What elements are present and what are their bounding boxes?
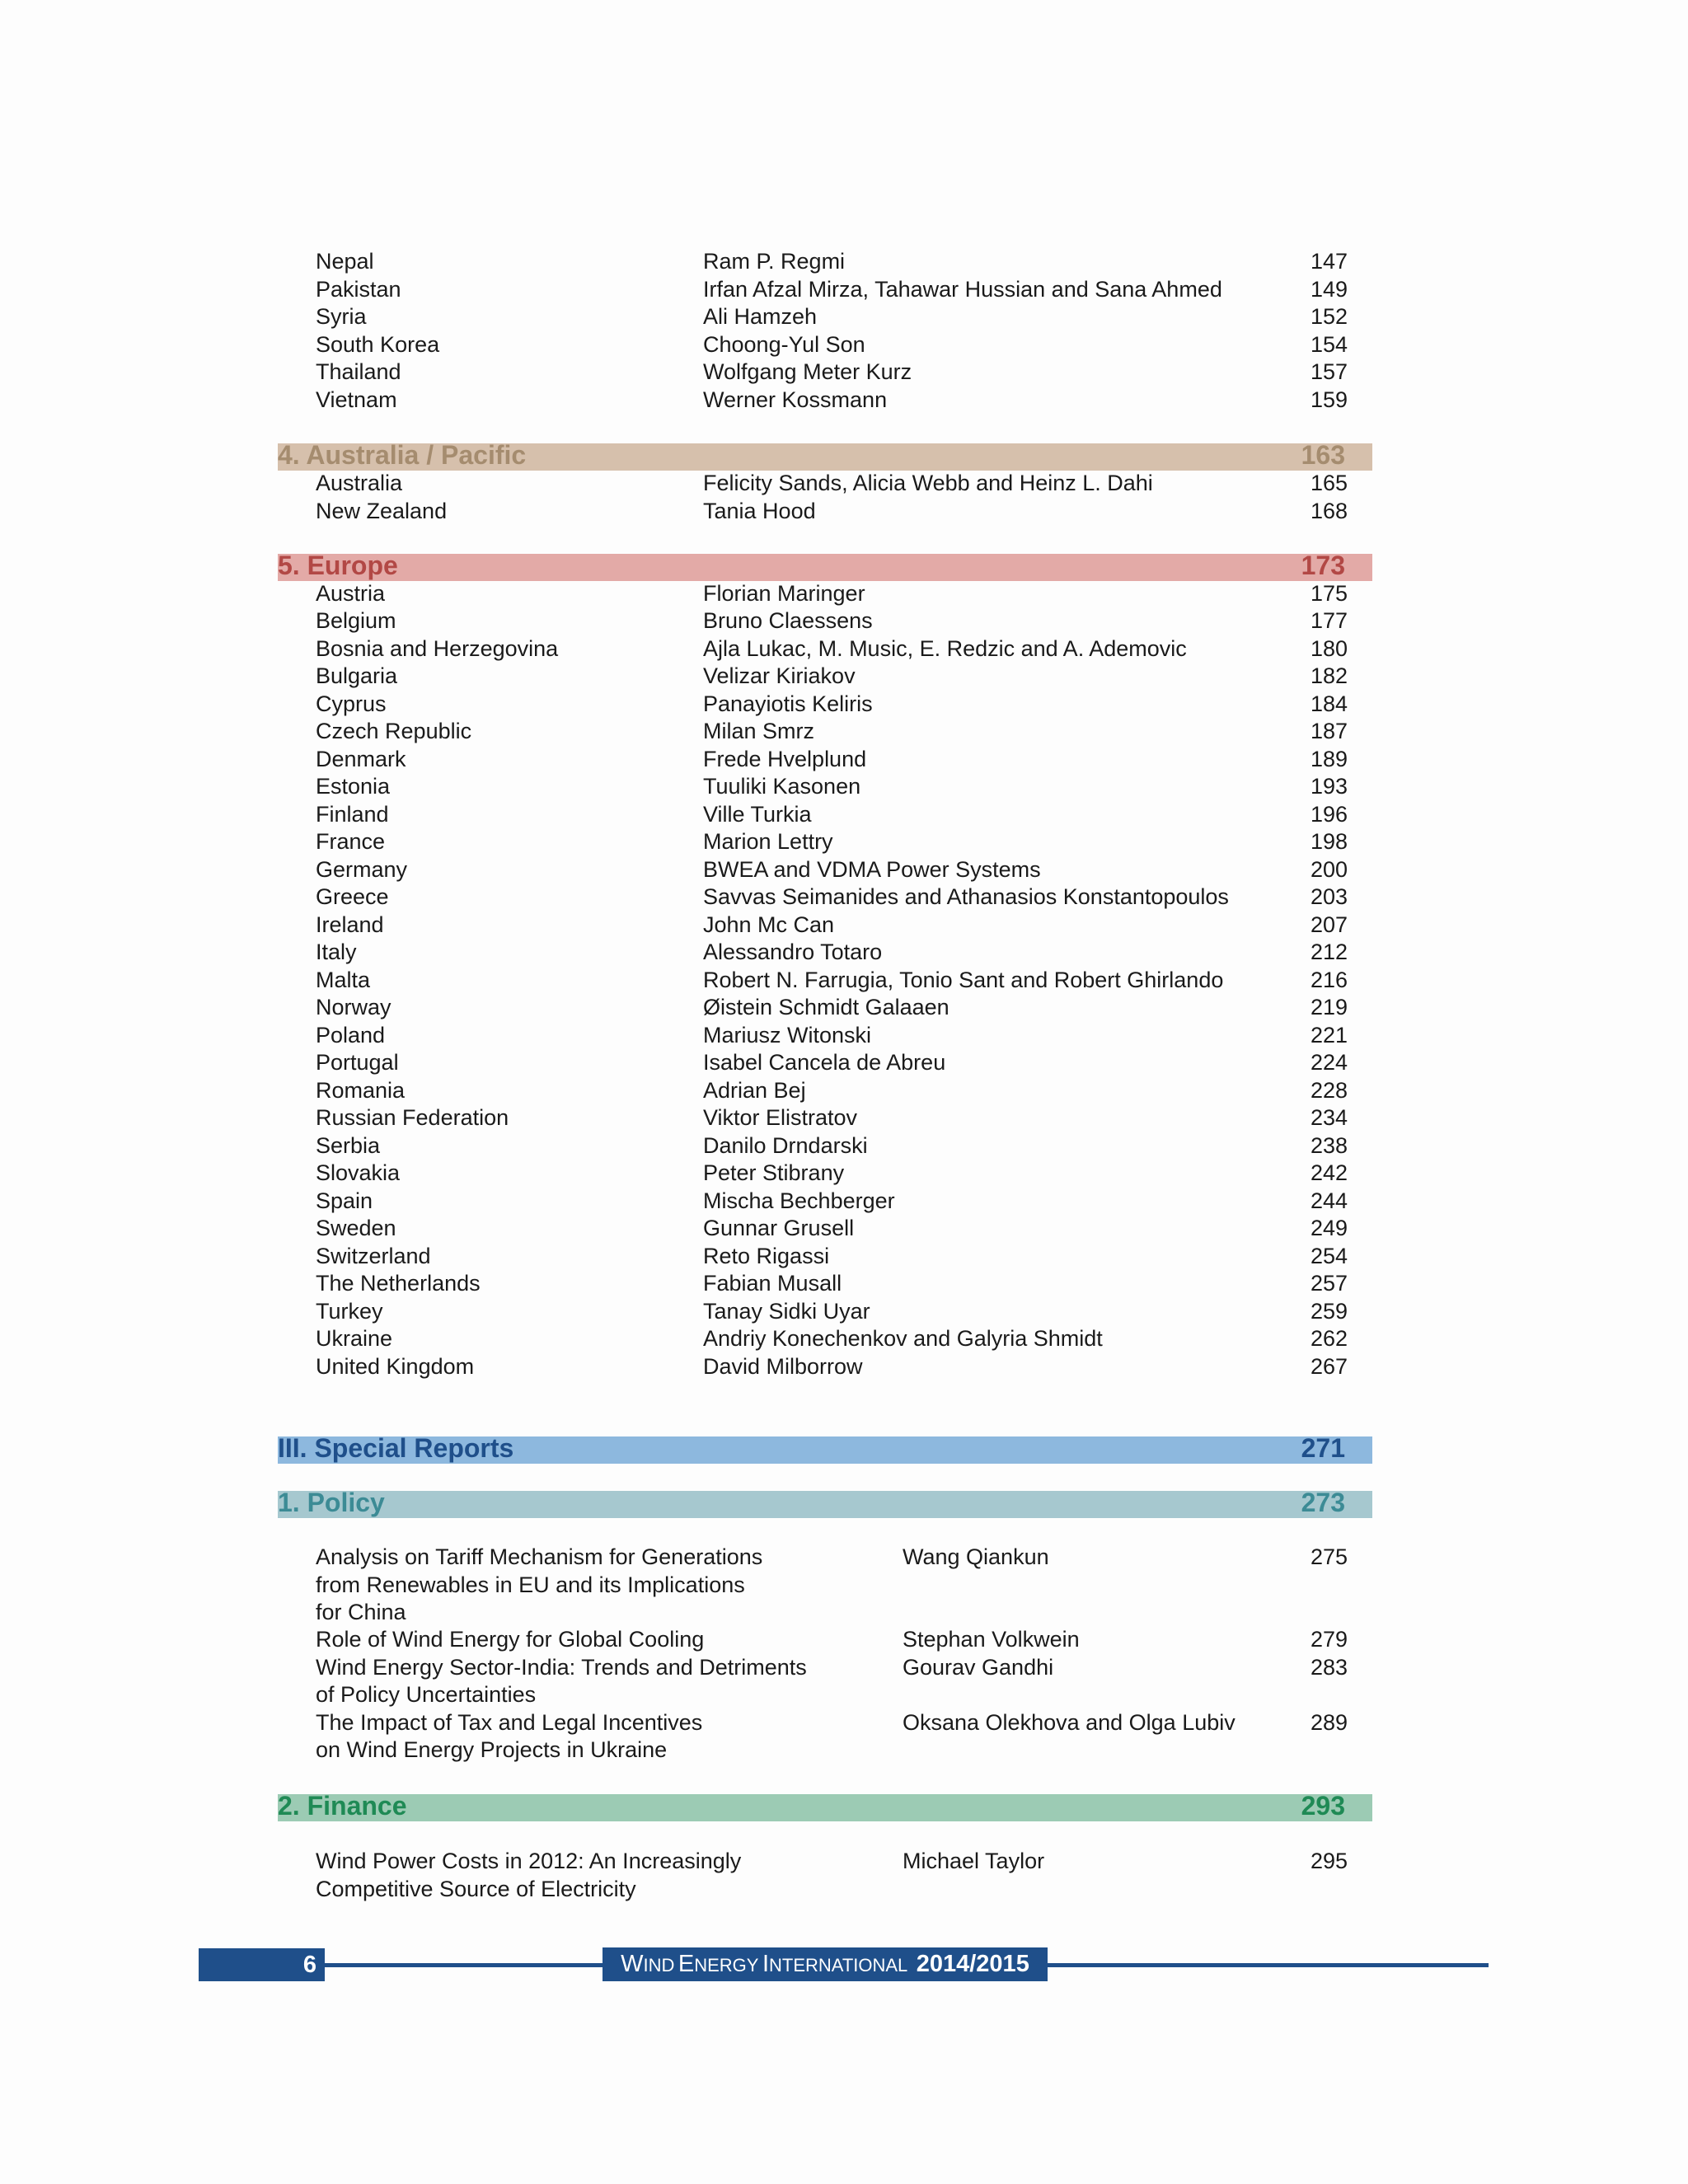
- author-name: Ram P. Regmi: [703, 249, 846, 274]
- report-title: [316, 1709, 827, 1765]
- toc-row: [316, 1188, 1348, 1215]
- toc-row: [316, 746, 1348, 773]
- page-number: 207: [1310, 912, 1348, 937]
- report-title-line: The Impact of Tax and Legal Incentives: [316, 1709, 703, 1735]
- toc-row: [316, 1215, 1348, 1242]
- toc-row: [316, 691, 1348, 718]
- country-name: Ukraine: [316, 1326, 393, 1351]
- section-title: 1. Policy: [278, 1488, 385, 1517]
- toc-row: [316, 1243, 1348, 1270]
- toc-row: [316, 470, 1348, 497]
- report-title: [316, 1626, 827, 1654]
- country-name: Norway: [316, 995, 392, 1019]
- report-title-line: on Wind Energy Projects in Ukraine: [316, 1737, 668, 1762]
- country-name: United Kingdom: [316, 1353, 475, 1379]
- section-title: 2. Finance: [278, 1791, 407, 1821]
- toc-row: [316, 1353, 1348, 1380]
- author-name: Felicity Sands, Alicia Webb and Heinz L. Dahi: [703, 471, 1153, 495]
- author-name: Bruno Claessens: [703, 608, 873, 633]
- country-name: South Korea: [316, 331, 440, 357]
- toc-row: [316, 303, 1348, 330]
- section-heading-australia-pacific: [278, 440, 1372, 471]
- page-number: 152: [1310, 304, 1348, 329]
- report-title: [316, 1654, 827, 1709]
- page-number: 212: [1310, 940, 1348, 964]
- publication-word: [678, 1951, 759, 1977]
- section-page-number: 163: [1301, 440, 1345, 470]
- page-number: 193: [1310, 774, 1348, 799]
- page-number: 275: [1310, 1544, 1348, 1569]
- country-name: Malta: [316, 967, 371, 992]
- country-name: Switzerland: [316, 1243, 431, 1268]
- report-title-line: Analysis on Tariff Mechanism for Generations: [316, 1544, 763, 1569]
- footer-publication-title: [603, 1947, 1048, 1981]
- page-number: 184: [1310, 691, 1348, 716]
- country-name: Russian Federation: [316, 1105, 509, 1130]
- word-initial: E: [678, 1951, 695, 1977]
- section-title: 4. Australia / Pacific: [278, 440, 527, 470]
- page-number: 165: [1310, 471, 1348, 495]
- page-number: 159: [1310, 387, 1348, 412]
- country-name: Nepal: [316, 249, 374, 274]
- country-name: Italy: [316, 940, 357, 964]
- word-rest: IND: [643, 1955, 675, 1975]
- author-name: Danilo Drndarski: [703, 1132, 868, 1158]
- country-name: Austria: [316, 580, 386, 606]
- author-name: Gourav Gandhi: [903, 1654, 1054, 1680]
- page-number: 295: [1310, 1849, 1348, 1873]
- page-number: 168: [1310, 498, 1348, 523]
- page-number: 254: [1310, 1243, 1348, 1268]
- country-name: Poland: [316, 1022, 386, 1047]
- toc-row: [316, 967, 1348, 994]
- page-number: 196: [1310, 801, 1348, 827]
- page-number: 267: [1310, 1353, 1348, 1379]
- publication-year: 2014/2015: [916, 1951, 1029, 1977]
- author-name: Michael Taylor: [903, 1849, 1045, 1873]
- page-number: 228: [1310, 1077, 1348, 1103]
- publication-word: [621, 1951, 674, 1977]
- page-number: 249: [1310, 1216, 1348, 1240]
- toc-row: [316, 387, 1348, 414]
- author-name: Werner Kossmann: [703, 387, 888, 412]
- toc-row: [316, 828, 1348, 855]
- country-name: Greece: [316, 884, 389, 909]
- author-name: John Mc Can: [703, 912, 835, 937]
- country-name: Cyprus: [316, 691, 387, 716]
- author-name: Frede Hvelplund: [703, 746, 867, 771]
- author-name: Stephan Volkwein: [903, 1627, 1080, 1652]
- author-name: Alessandro Totaro: [703, 940, 883, 964]
- report-title: [316, 1544, 827, 1627]
- toc-row: [316, 498, 1348, 525]
- toc-row: [316, 1022, 1348, 1049]
- toc-row: [316, 1132, 1348, 1160]
- toc-row: [316, 607, 1348, 635]
- country-name: Pakistan: [316, 276, 401, 302]
- section-heading-finance: [278, 1791, 1372, 1821]
- report-title-line: Competitive Source of Electricity: [316, 1876, 636, 1901]
- page-number: 177: [1310, 608, 1348, 633]
- country-name: Germany: [316, 856, 408, 882]
- author-name: Mariusz Witonski: [703, 1022, 872, 1047]
- report-title-line: Wind Energy Sector-India: Trends and Detriments: [316, 1654, 807, 1680]
- page-number: 216: [1310, 967, 1348, 992]
- page-number: 257: [1310, 1271, 1348, 1296]
- country-name: Vietnam: [316, 387, 397, 412]
- page-number: 238: [1310, 1132, 1348, 1158]
- word-initial: W: [621, 1951, 644, 1977]
- country-name: Ireland: [316, 912, 384, 937]
- author-name: Florian Maringer: [703, 580, 865, 606]
- author-name: Viktor Elistratov: [703, 1105, 858, 1130]
- author-name: Peter Stibrany: [703, 1160, 845, 1185]
- country-name: The Netherlands: [316, 1271, 481, 1296]
- page-number: 219: [1310, 995, 1348, 1019]
- author-name: Oksana Olekhova and Olga Lubiv: [903, 1709, 1236, 1735]
- author-name: Andriy Konechenkov and Galyria Shmidt: [703, 1326, 1103, 1351]
- author-name: Wolfgang Meter Kurz: [703, 359, 912, 384]
- country-name: Spain: [316, 1188, 373, 1213]
- page-number: 189: [1310, 746, 1348, 771]
- country-name: Bulgaria: [316, 663, 398, 688]
- country-name: New Zealand: [316, 498, 448, 523]
- page-number: 221: [1310, 1022, 1348, 1047]
- author-name: Mischa Bechberger: [703, 1188, 895, 1213]
- author-name: Reto Rigassi: [703, 1243, 830, 1268]
- section-heading-europe: [278, 551, 1372, 581]
- report-title-line: for China: [316, 1600, 406, 1624]
- author-name: David Milborrow: [703, 1353, 863, 1379]
- author-name: Panayiotis Keliris: [703, 691, 873, 716]
- page-number: 242: [1310, 1160, 1348, 1185]
- author-name: Milan Smrz: [703, 719, 815, 743]
- toc-row: [316, 1049, 1348, 1076]
- toc-row: [316, 856, 1348, 883]
- toc-row: [316, 1077, 1348, 1104]
- report-title-line: from Renewables in EU and its Implications: [316, 1572, 745, 1597]
- author-name: Robert N. Farrugia, Tonio Sant and Robert Ghirlando: [703, 967, 1224, 992]
- page-number: 157: [1310, 359, 1348, 384]
- author-name: Isabel Cancela de Abreu: [703, 1050, 946, 1075]
- section-title: III. Special Reports: [278, 1433, 514, 1463]
- toc-row: [316, 883, 1348, 911]
- publication-word: [762, 1951, 907, 1977]
- toc-row: [316, 248, 1348, 275]
- toc-row: [316, 1104, 1348, 1132]
- country-name: Slovakia: [316, 1160, 401, 1185]
- country-name: Syria: [316, 304, 367, 329]
- country-name: Thailand: [316, 359, 401, 384]
- toc-row: [316, 635, 1348, 663]
- author-name: Fabian Musall: [703, 1271, 842, 1296]
- country-name: Australia: [316, 471, 403, 495]
- section-heading-special-reports: [278, 1433, 1372, 1464]
- page-number: 262: [1310, 1326, 1348, 1351]
- word-initial: I: [762, 1951, 769, 1977]
- report-title: [316, 1848, 827, 1903]
- toc-row: [316, 359, 1348, 386]
- page-number: 244: [1310, 1188, 1348, 1213]
- country-name: Denmark: [316, 746, 406, 771]
- word-rest: NTERNATIONAL: [769, 1955, 908, 1975]
- page-number: 283: [1310, 1654, 1348, 1680]
- author-name: Savvas Seimanides and Athanasios Konstantopoulos: [703, 884, 1229, 909]
- author-name: Marion Lettry: [703, 829, 833, 854]
- author-name: Ali Hamzeh: [703, 304, 818, 329]
- page-number: 180: [1310, 635, 1348, 661]
- page-number: 203: [1310, 884, 1348, 909]
- page-number: 234: [1310, 1105, 1348, 1130]
- page-number: 149: [1310, 276, 1348, 302]
- page-number: 175: [1310, 580, 1348, 606]
- page-number: 198: [1310, 829, 1348, 854]
- country-name: Sweden: [316, 1216, 396, 1240]
- author-name: Ville Turkia: [703, 801, 812, 827]
- toc-row: [316, 331, 1348, 359]
- country-name: Belgium: [316, 608, 396, 633]
- toc-row: [316, 801, 1348, 828]
- country-name: Romania: [316, 1077, 406, 1103]
- page-number: 147: [1310, 249, 1348, 274]
- report-title-line: Wind Power Costs in 2012: An Increasingly: [316, 1849, 742, 1873]
- page-number: 154: [1310, 331, 1348, 357]
- toc-row: [316, 773, 1348, 800]
- section-page-number: 173: [1301, 551, 1345, 580]
- author-name: Tania Hood: [703, 498, 816, 523]
- toc-row: [316, 939, 1348, 966]
- page-number: 289: [1310, 1709, 1348, 1735]
- country-name: Czech Republic: [316, 719, 472, 743]
- toc-row: [316, 994, 1348, 1021]
- author-name: Tuuliki Kasonen: [703, 774, 861, 799]
- author-name: BWEA and VDMA Power Systems: [703, 856, 1041, 882]
- author-name: Gunnar Grusell: [703, 1216, 855, 1240]
- country-name: Bosnia and Herzegovina: [316, 635, 559, 661]
- author-name: Ajla Lukac, M. Music, E. Redzic and A. Ademovic: [703, 635, 1187, 661]
- section-title: 5. Europe: [278, 551, 398, 580]
- toc-row: [316, 1160, 1348, 1187]
- country-name: Serbia: [316, 1132, 381, 1158]
- page-number: 259: [1310, 1298, 1348, 1324]
- author-name: Adrian Bej: [703, 1077, 806, 1103]
- toc-row: [316, 912, 1348, 939]
- toc-row: [316, 580, 1348, 607]
- author-name: Øistein Schmidt Galaaen: [703, 995, 950, 1019]
- author-name: Choong-Yul Son: [703, 331, 865, 357]
- page-number: 200: [1310, 856, 1348, 882]
- toc-row: [316, 1270, 1348, 1297]
- toc-row: [316, 1298, 1348, 1325]
- page-number: 279: [1310, 1627, 1348, 1652]
- section-page-number: 273: [1301, 1488, 1345, 1517]
- country-name: Turkey: [316, 1298, 383, 1324]
- section-heading-policy: [278, 1488, 1372, 1518]
- footer-page-number: 6: [199, 1948, 325, 1981]
- toc-row: [316, 276, 1348, 303]
- section-page-number: 271: [1301, 1433, 1345, 1463]
- author-name: Tanay Sidki Uyar: [703, 1298, 870, 1324]
- toc-row: [316, 1325, 1348, 1352]
- report-title-line: Role of Wind Energy for Global Cooling: [316, 1627, 705, 1652]
- page-number: 187: [1310, 719, 1348, 743]
- toc-row: [316, 718, 1348, 745]
- country-name: Finland: [316, 801, 389, 827]
- country-name: Estonia: [316, 774, 391, 799]
- country-name: Portugal: [316, 1050, 399, 1075]
- toc-row: [316, 663, 1348, 690]
- page-number: 224: [1310, 1050, 1348, 1075]
- page-number: 182: [1310, 663, 1348, 688]
- section-page-number: 293: [1301, 1791, 1345, 1821]
- country-name: France: [316, 829, 386, 854]
- author-name: Wang Qiankun: [903, 1544, 1049, 1569]
- report-title-line: of Policy Uncertainties: [316, 1682, 537, 1707]
- author-name: Velizar Kiriakov: [703, 663, 856, 688]
- author-name: Irfan Afzal Mirza, Tahawar Hussian and Sana Ahmed: [703, 276, 1222, 302]
- word-rest: NERGY: [694, 1955, 759, 1975]
